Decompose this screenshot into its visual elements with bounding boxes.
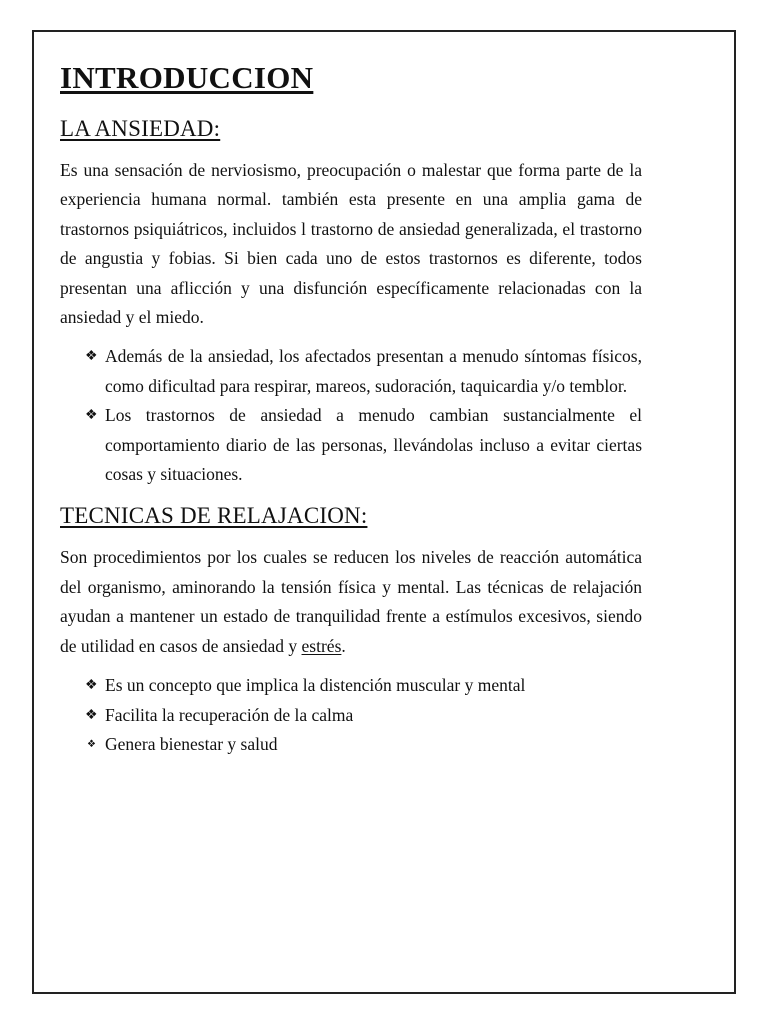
list-item bbox=[60, 671, 642, 700]
paragraph-relajacion bbox=[60, 543, 642, 661]
document-title: INTRODUCCION bbox=[60, 60, 314, 95]
list-item bbox=[60, 401, 642, 489]
diamond-bullet-icon: ❖ bbox=[87, 738, 96, 750]
list-item bbox=[60, 730, 642, 759]
list-item-text: Los trastornos de ansiedad a menudo cambian sustancialmente el comportamiento diario de las personas, llevándolas incluso a evitar ciertas cosas y situaciones. bbox=[105, 405, 642, 485]
estres-link[interactable]: estrés bbox=[301, 635, 342, 656]
section-heading-ansiedad: LA ANSIEDAD: bbox=[60, 116, 221, 141]
list-item bbox=[60, 701, 642, 730]
section-heading-relajacion: TECNICAS DE RELAJACION: bbox=[60, 503, 368, 529]
list-item-text: Es un concepto que implica la distención muscular y mental bbox=[105, 675, 526, 696]
list-item bbox=[60, 342, 642, 401]
list-item-text: Facilita la recuperación de la calma bbox=[105, 704, 354, 725]
bullet-list-relajacion bbox=[60, 671, 642, 759]
list-item-text: Además de la ansiedad, los afectados presentan a menudo síntomas físicos, como dificultad para respirar, mareos, sudoración, taquicardia y/o temblor. bbox=[105, 346, 642, 396]
diamond-bullet-icon: ❖ bbox=[85, 707, 98, 723]
diamond-bullet-icon: ❖ bbox=[85, 349, 98, 365]
list-item-text: Genera bienestar y salud bbox=[105, 733, 278, 754]
diamond-bullet-icon: ❖ bbox=[85, 678, 98, 694]
document-body bbox=[60, 58, 642, 759]
paragraph-end: . bbox=[341, 635, 346, 656]
diamond-bullet-icon: ❖ bbox=[85, 408, 98, 424]
bullet-list-ansiedad bbox=[60, 342, 642, 489]
paragraph-ansiedad: Es una sensación de nerviosismo, preocupación o malestar que forma parte de la experiencia humana normal. también esta presente en una amplia gama de trastornos psiquiátricos, incluidos l trastorno de ansiedad generalizada, el trastorno de angustia y fobias. Si bien cada uno de estos trastornos es diferente, todos presentan una aflicción y una disfunción específicamente relacionadas con la ansiedad y el miedo. bbox=[60, 160, 642, 328]
paragraph-text: Son procedimientos por los cuales se reducen los niveles de reacción automática del organismo, aminorando la tensión física y mental. Las técnicas de relajación ayudan a mantener un estado de tranquilidad frente a estímulos excesivos, siendo de utilidad en casos de ansiedad y bbox=[60, 547, 642, 656]
